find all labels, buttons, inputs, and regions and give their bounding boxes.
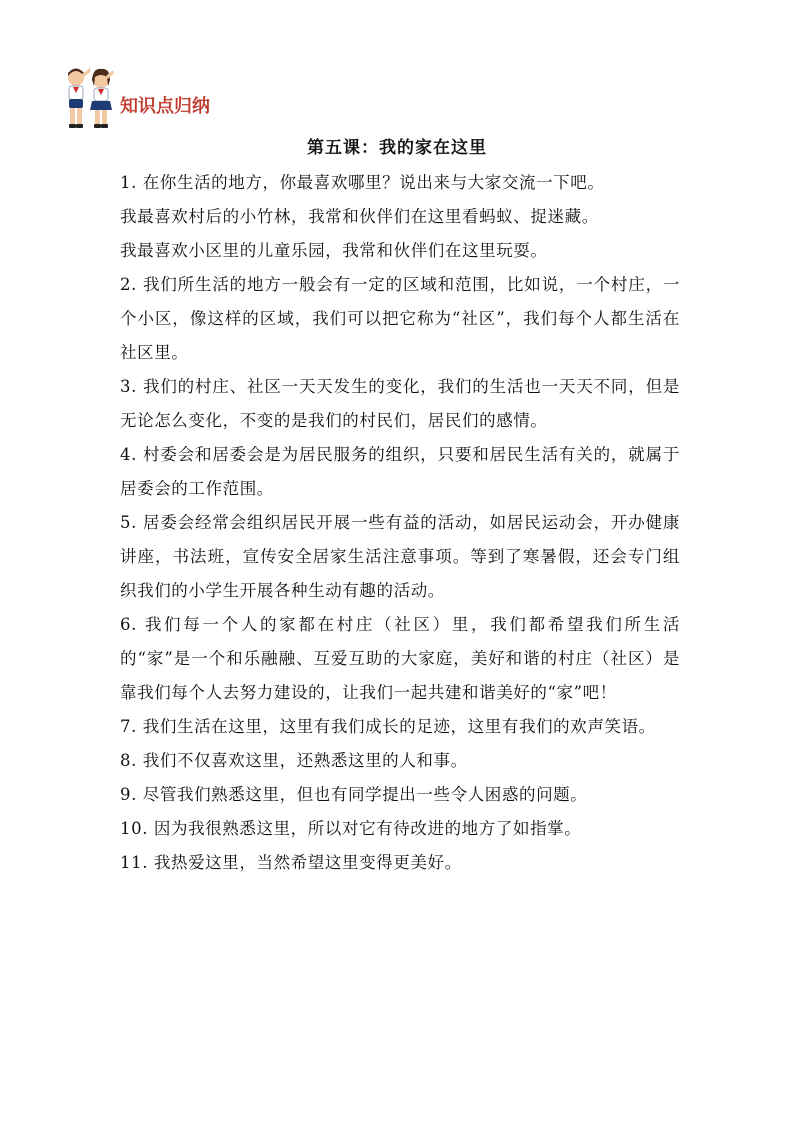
section-label: 知识点归纳 — [120, 96, 210, 117]
point-5: 5. 居委会经常会组织居民开展一些有益的活动，如居民运动会，开办健康讲座，书法班，宣传安全居家生活注意事项。等到了寒暑假，还会专门组织我们的小学生开展各种生动有趣的活动。 — [120, 513, 680, 600]
point-10: 10. 因为我很熟悉这里，所以对它有待改进的地方了如指掌。 — [120, 819, 582, 838]
students-saluting-icon — [60, 64, 118, 132]
point-6: 6. 我们每一个人的家都在村庄（社区）里，我们都希望我们所生活的“家”是一个和乐融融、互爱互助的大家庭，美好和谐的村庄（社区）是靠我们每个人去努力建设的，让我们一起共建和谐美好的“家”吧！ — [120, 615, 680, 702]
lesson-title: 第五课：我的家在这里 — [307, 138, 487, 158]
point-8: 8. 我们不仅喜欢这里，还熟悉这里的人和事。 — [120, 751, 468, 770]
point-1-example-a: 我最喜欢村后的小竹林，我常和伙伴们在这里看蚂蚁、捉迷藏。 — [120, 207, 599, 226]
point-11: 11. 我热爱这里，当然希望这里变得更美好。 — [120, 853, 462, 872]
point-9: 9. 尽管我们熟悉这里，但也有同学提出一些令人困惑的问题。 — [120, 785, 588, 804]
section-header — [60, 64, 210, 132]
point-3: 3. 我们的村庄、社区一天天发生的变化，我们的生活也一天天不同，但是无论怎么变化，不变的是我们的村民们，居民们的感情。 — [120, 377, 680, 430]
knowledge-points — [120, 166, 680, 880]
point-1-example-b: 我最喜欢小区里的儿童乐园，我常和伙伴们在这里玩耍。 — [120, 241, 548, 260]
point-2: 2. 我们所生活的地方一般会有一定的区域和范围，比如说，一个村庄，一个小区，像这样的区域，我们可以把它称为“社区”，我们每个人都生活在社区里。 — [120, 275, 680, 362]
point-1: 1. 在你生活的地方，你最喜欢哪里？说出来与大家交流一下吧。 — [120, 173, 605, 192]
point-7: 7. 我们生活在这里，这里有我们成长的足迹，这里有我们的欢声笑语。 — [120, 717, 656, 736]
point-4: 4. 村委会和居委会是为居民服务的组织，只要和居民生活有关的，就属于居委会的工作范围。 — [120, 445, 680, 498]
